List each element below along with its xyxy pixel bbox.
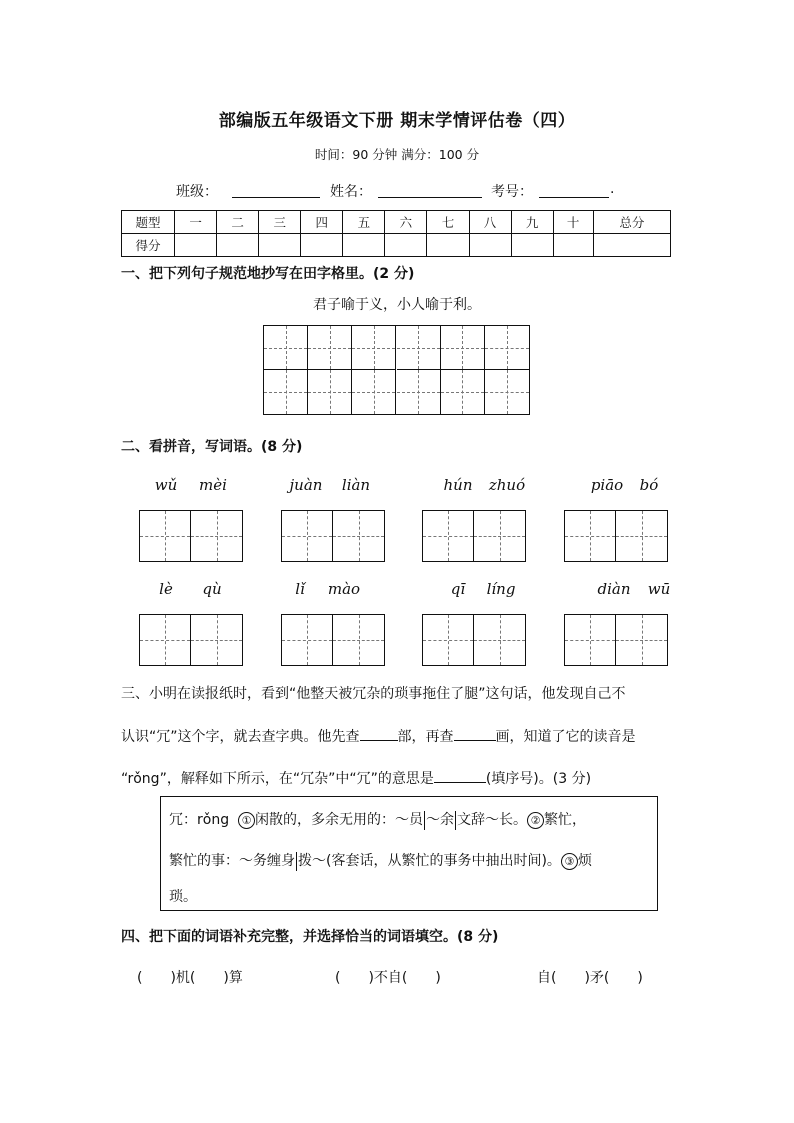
q4-idiom-item[interactable]: ( )不自( ) <box>335 970 441 986</box>
tianzige-cell[interactable] <box>565 615 616 665</box>
tianzige-cell[interactable] <box>441 326 485 370</box>
pinyin-text: piāo <box>590 476 624 494</box>
q1-heading: 一、把下列句子规范地抄写在田字格里。(2 分) <box>121 266 415 282</box>
q2-word-grid[interactable] <box>281 510 385 562</box>
tianzige-guide <box>441 348 484 349</box>
q2-word-grid[interactable] <box>139 510 243 562</box>
end-mark: . <box>610 181 615 197</box>
tianzige-cell[interactable] <box>333 615 384 665</box>
tianzige-cell[interactable] <box>441 370 485 414</box>
q2-word-grid[interactable] <box>564 510 668 562</box>
class-blank[interactable] <box>232 181 320 198</box>
tianzige-guide <box>474 536 525 537</box>
score-header-cell: 题型 <box>122 211 175 234</box>
tianzige-cell[interactable] <box>485 326 529 370</box>
q2-word-grid[interactable] <box>564 614 668 666</box>
tianzige-guide <box>616 640 667 641</box>
pinyin-text: lǐ <box>295 580 305 598</box>
pinyin-text: qī <box>450 580 466 598</box>
tianzige-guide <box>282 536 332 537</box>
tianzige-guide <box>140 640 190 641</box>
pinyin-text: diàn <box>597 580 631 598</box>
tianzige-guide <box>333 640 384 641</box>
q2-word-grid[interactable] <box>422 510 526 562</box>
tianzige-guide <box>352 392 395 393</box>
tianzige-guide <box>423 640 473 641</box>
tianzige-guide <box>352 348 395 349</box>
tianzige-cell[interactable] <box>397 326 441 370</box>
tianzige-guide <box>264 348 307 349</box>
pinyin-text: hún <box>443 476 473 494</box>
dict-text: 文辞～长。 <box>457 812 527 828</box>
pinyin-text: lè <box>159 580 173 598</box>
q4-idiom-item[interactable]: 自( )矛( ) <box>537 970 643 986</box>
score-header-cell: 五 <box>343 211 385 234</box>
score-cell[interactable] <box>301 234 343 257</box>
score-cell[interactable] <box>385 234 427 257</box>
tianzige-guide <box>264 392 307 393</box>
separator-bar <box>424 811 425 830</box>
score-header-cell: 六 <box>385 211 427 234</box>
score-header-cell: 二 <box>217 211 259 234</box>
tianzige-guide <box>308 348 351 349</box>
circled-number: ① <box>238 812 255 829</box>
radical-blank[interactable] <box>360 726 398 741</box>
pinyin-text: bó <box>639 476 659 494</box>
exam-title: 部编版五年级语文下册 期末学情评估卷（四） <box>218 111 576 131</box>
q4-idiom-item[interactable]: ( )机( )算 <box>137 970 243 986</box>
tianzige-cell[interactable] <box>140 615 191 665</box>
tianzige-guide <box>565 536 615 537</box>
tianzige-guide <box>191 536 242 537</box>
score-cell[interactable] <box>343 234 385 257</box>
score-row-label: 得分 <box>122 234 175 257</box>
score-cell[interactable] <box>427 234 469 257</box>
tianzige-cell[interactable] <box>333 511 384 561</box>
q3-text: 画，知道了它的读音是 <box>495 729 636 745</box>
q3-text: (填序号)。(3 分) <box>485 771 592 787</box>
pinyin-text: mào <box>327 580 361 598</box>
tianzige-cell[interactable] <box>308 370 352 414</box>
tianzige-cell[interactable] <box>423 511 474 561</box>
score-cell[interactable] <box>469 234 511 257</box>
pinyin-text: liàn <box>341 476 371 494</box>
q1-tianzige-grid[interactable] <box>263 325 530 415</box>
tianzige-cell[interactable] <box>616 511 667 561</box>
score-cell[interactable] <box>217 234 259 257</box>
tianzige-guide <box>308 392 351 393</box>
dict-line <box>169 850 592 871</box>
q2-word-grid[interactable] <box>281 614 385 666</box>
score-cell[interactable] <box>259 234 301 257</box>
tianzige-guide <box>485 392 529 393</box>
tianzige-guide <box>333 536 384 537</box>
separator-bar <box>296 852 297 871</box>
dict-text: 繁忙， <box>544 812 586 828</box>
name-blank[interactable] <box>378 181 482 198</box>
score-header-cell: 八 <box>469 211 511 234</box>
pinyin-text: zhuó <box>488 476 526 494</box>
score-header-cell: 九 <box>511 211 553 234</box>
tianzige-guide <box>616 536 667 537</box>
separator-bar <box>455 811 456 830</box>
score-header-cell: 四 <box>301 211 343 234</box>
tianzige-cell[interactable] <box>264 370 308 414</box>
circled-number: ③ <box>561 853 578 870</box>
score-header-cell: 七 <box>427 211 469 234</box>
q2-heading: 二、看拼音，写词语。(8 分) <box>121 439 303 455</box>
dict-text: 琐。 <box>169 889 197 905</box>
dictionary-entry-box <box>160 796 658 911</box>
tianzige-guide <box>565 640 615 641</box>
tianzige-cell[interactable] <box>616 615 667 665</box>
tianzige-cell[interactable] <box>282 615 333 665</box>
pinyin-text: qù <box>202 580 222 598</box>
stroke-count-blank[interactable] <box>454 726 496 741</box>
score-header-cell: 一 <box>175 211 217 234</box>
q1-sentence: 君子喻于义，小人喻于利。 <box>313 297 481 313</box>
q2-word-grid[interactable] <box>139 614 243 666</box>
q3-line-3 <box>121 768 701 788</box>
dict-line <box>169 886 197 906</box>
q3-text: 部，再查 <box>397 729 454 745</box>
score-cell[interactable] <box>175 234 217 257</box>
tianzige-guide <box>441 392 484 393</box>
score-header-cell: 十 <box>553 211 593 234</box>
score-header-cell: 总分 <box>593 211 670 234</box>
score-cell[interactable] <box>553 234 593 257</box>
tianzige-cell[interactable] <box>397 370 441 414</box>
tianzige-cell[interactable] <box>282 511 333 561</box>
pinyin-text: mèi <box>199 476 227 494</box>
tianzige-guide <box>191 640 242 641</box>
tianzige-guide <box>423 536 473 537</box>
tianzige-cell[interactable] <box>474 615 525 665</box>
tianzige-cell[interactable] <box>191 615 242 665</box>
q4-heading: 四、把下面的词语补充完整，并选择恰当的词语填空。(8 分) <box>121 929 499 945</box>
tianzige-guide <box>282 640 332 641</box>
tianzige-cell[interactable] <box>485 370 529 414</box>
tianzige-guide <box>474 640 525 641</box>
exam-no-blank[interactable] <box>539 181 609 198</box>
dict-head: 冗：rǒng <box>169 812 230 828</box>
circled-number: ② <box>527 812 544 829</box>
exam-time-info: 时间：90 分钟 满分：100 分 <box>314 147 480 162</box>
tianzige-guide <box>485 348 529 349</box>
tianzige-cell[interactable] <box>191 511 242 561</box>
score-table <box>121 210 671 257</box>
score-value-row <box>122 234 671 257</box>
tianzige-cell[interactable] <box>264 326 308 370</box>
dict-text: ～余 <box>426 812 454 828</box>
score-cell[interactable] <box>511 234 553 257</box>
q3-text: 认识“冗”这个字，就去查字典。他先查 <box>121 729 360 745</box>
tianzige-cell[interactable] <box>565 511 616 561</box>
class-label: 班级： <box>176 184 218 200</box>
tianzige-guide <box>140 536 190 537</box>
tianzige-cell[interactable] <box>423 615 474 665</box>
dict-text: 闲散的，多余无用的：～员 <box>255 812 423 828</box>
name-label: 姓名： <box>330 184 372 200</box>
dict-line <box>169 809 586 830</box>
q3-line-2 <box>121 726 701 746</box>
tianzige-cell[interactable] <box>352 326 396 370</box>
score-header-row <box>122 211 671 234</box>
dict-text: 拨～(客套话，从繁忙的事务中抽出时间)。 <box>298 853 561 869</box>
tianzige-cell[interactable] <box>308 326 352 370</box>
q2-word-grid[interactable] <box>422 614 526 666</box>
tianzige-guide <box>397 392 440 393</box>
tianzige-cell[interactable] <box>474 511 525 561</box>
tianzige-cell[interactable] <box>352 370 396 414</box>
pinyin-text: líng <box>486 580 516 598</box>
pinyin-text: wǔ <box>154 476 178 494</box>
tianzige-guide <box>397 348 440 349</box>
pinyin-text: wū <box>647 580 671 598</box>
q3-line-1: 三、小明在读报纸时，看到“他整天被冗杂的琐事拖住了腿”这句话，他发现自己不 <box>121 686 626 702</box>
meaning-number-blank[interactable] <box>434 768 486 783</box>
pinyin-text: juàn <box>289 476 323 494</box>
q3-text: “rǒng”，解释如下所示，在“冗杂”中“冗”的意思是 <box>121 771 434 787</box>
dict-text: 烦 <box>577 853 592 869</box>
exam-no-label: 考号： <box>491 184 533 200</box>
tianzige-cell[interactable] <box>140 511 191 561</box>
score-cell[interactable] <box>593 234 670 257</box>
dict-text: 繁忙的事：～务缠身 <box>169 853 295 869</box>
score-header-cell: 三 <box>259 211 301 234</box>
